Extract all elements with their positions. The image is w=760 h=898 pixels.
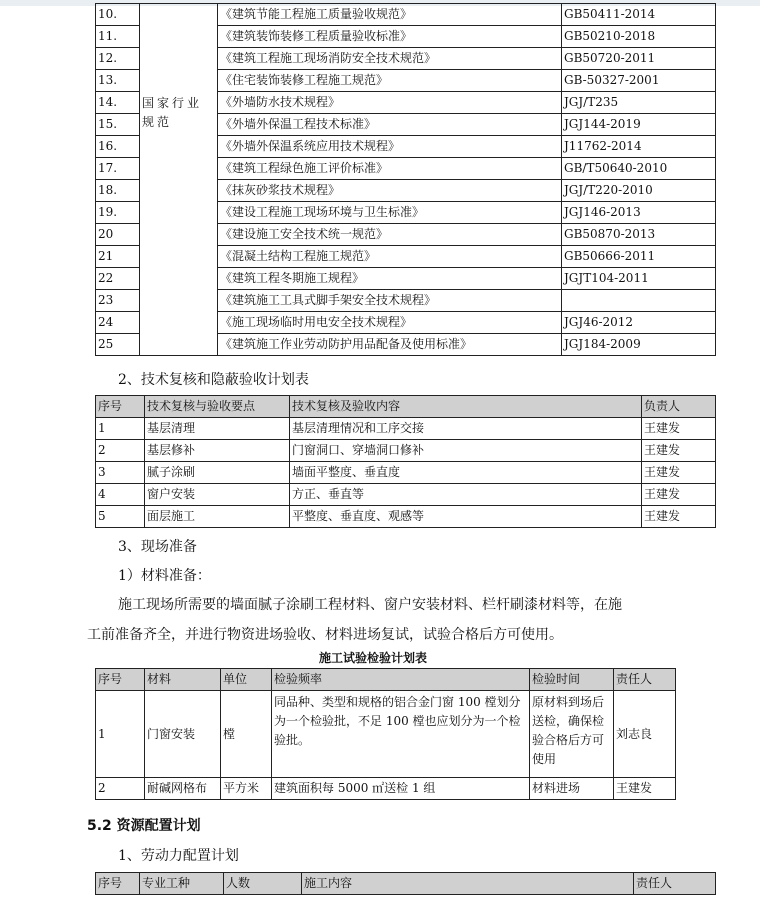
standard-name: 《外墙外保温系统应用技术规程》 bbox=[218, 136, 562, 158]
test-plan-header-row bbox=[96, 669, 676, 691]
test-plan-title: 施工试验检验计划表 bbox=[319, 651, 428, 665]
standard-code: JGJ146-2013 bbox=[562, 202, 716, 224]
standard-name: 《建筑工程施工现场消防安全技术规范》 bbox=[218, 48, 562, 70]
review-row bbox=[96, 506, 716, 528]
review-owner: 王建发 bbox=[642, 462, 716, 484]
standard-no: 16. bbox=[96, 136, 140, 158]
standard-code: JGJ/T235 bbox=[562, 92, 716, 114]
test-header-material: 材料 bbox=[145, 669, 221, 691]
standard-code: GB-50327-2001 bbox=[562, 70, 716, 92]
standard-name: 《抹灰砂浆技术规程》 bbox=[218, 180, 562, 202]
standard-code: GB50870-2013 bbox=[562, 224, 716, 246]
test-plan-row bbox=[96, 691, 676, 778]
review-content: 门窗洞口、穿墙洞口修补 bbox=[290, 440, 642, 462]
standard-no: 21 bbox=[96, 246, 140, 268]
paragraph-line-1: 施工现场所需要的墙面腻子涂刷工程材料、窗户安装材料、栏杆刷漆材料等，在施 bbox=[118, 597, 622, 613]
review-owner: 王建发 bbox=[642, 440, 716, 462]
standard-code: JGJT104-2011 bbox=[562, 268, 716, 290]
test-freq: 同品种、类型和规格的铝合金门窗 100 樘划分为一个检验批，不足 100 樘也应划分为一个检验批。 bbox=[272, 691, 530, 778]
review-table bbox=[95, 395, 716, 528]
section-5-2-title: 5.2 资源配置计划 bbox=[87, 818, 201, 834]
test-header-freq: 检验频率 bbox=[272, 669, 530, 691]
review-content: 墙面平整度、垂直度 bbox=[290, 462, 642, 484]
labor-header-no: 序号 bbox=[96, 873, 140, 895]
standard-no: 15. bbox=[96, 114, 140, 136]
labor-header-content: 施工内容 bbox=[302, 873, 634, 895]
standard-no: 19. bbox=[96, 202, 140, 224]
test-no: 1 bbox=[96, 691, 145, 778]
standard-name: 《住宅装饰装修工程施工规范》 bbox=[218, 70, 562, 92]
labor-header-owner: 责任人 bbox=[634, 873, 716, 895]
test-plan-table bbox=[95, 668, 676, 800]
test-unit: 平方米 bbox=[221, 778, 272, 800]
review-point: 面层施工 bbox=[145, 506, 290, 528]
paragraph-line-2: 工前准备齐全，并进行物资进场验收、材料进场复试，试验合格后方可使用。 bbox=[87, 627, 563, 643]
standard-code: JGJ46-2012 bbox=[562, 312, 716, 334]
standard-no: 23 bbox=[96, 290, 140, 312]
test-header-time: 检验时间 bbox=[530, 669, 614, 691]
review-owner: 王建发 bbox=[642, 418, 716, 440]
review-point: 腻子涂刷 bbox=[145, 462, 290, 484]
standard-name: 《施工现场临时用电安全技术规程》 bbox=[218, 312, 562, 334]
standard-name: 《混凝土结构工程施工规范》 bbox=[218, 246, 562, 268]
standard-name: 《建设工程施工现场环境与卫生标准》 bbox=[218, 202, 562, 224]
standard-no: 25 bbox=[96, 334, 140, 356]
review-row bbox=[96, 418, 716, 440]
review-no: 4 bbox=[96, 484, 145, 506]
review-row bbox=[96, 484, 716, 506]
section-2-title: 2、技术复核和隐蔽验收计划表 bbox=[118, 372, 309, 388]
standard-code: GB50210-2018 bbox=[562, 26, 716, 48]
standard-name: 《外墙防水技术规程》 bbox=[218, 92, 562, 114]
standard-name: 《外墙外保温工程技术标准》 bbox=[218, 114, 562, 136]
standard-code: GB/T50640-2010 bbox=[562, 158, 716, 180]
labor-table bbox=[95, 872, 716, 895]
test-owner: 王建发 bbox=[614, 778, 676, 800]
test-material: 门窗安装 bbox=[145, 691, 221, 778]
review-row bbox=[96, 462, 716, 484]
review-header-row bbox=[96, 396, 716, 418]
review-owner: 王建发 bbox=[642, 506, 716, 528]
standard-code bbox=[562, 290, 716, 312]
review-content: 基层清理情况和工序交接 bbox=[290, 418, 642, 440]
standard-name: 《建设施工安全技术统一规范》 bbox=[218, 224, 562, 246]
labor-header-count: 人数 bbox=[224, 873, 302, 895]
standard-no: 24 bbox=[96, 312, 140, 334]
test-no: 2 bbox=[96, 778, 145, 800]
test-freq: 建筑面积每 5000 ㎡送检 1 组 bbox=[272, 778, 530, 800]
review-owner: 王建发 bbox=[642, 484, 716, 506]
standard-no: 22 bbox=[96, 268, 140, 290]
test-time: 材料进场 bbox=[530, 778, 614, 800]
review-no: 2 bbox=[96, 440, 145, 462]
test-unit: 樘 bbox=[221, 691, 272, 778]
review-row bbox=[96, 440, 716, 462]
standard-code: JGJ184-2009 bbox=[562, 334, 716, 356]
review-point: 窗户安装 bbox=[145, 484, 290, 506]
test-header-owner: 责任人 bbox=[614, 669, 676, 691]
test-header-unit: 单位 bbox=[221, 669, 272, 691]
review-header-owner: 负责人 bbox=[642, 396, 716, 418]
subsection-1-title: 1）材料准备： bbox=[118, 568, 211, 584]
review-header-no: 序号 bbox=[96, 396, 145, 418]
review-no: 1 bbox=[96, 418, 145, 440]
review-point: 基层清理 bbox=[145, 418, 290, 440]
standard-row bbox=[96, 4, 716, 26]
review-content: 平整度、垂直度、观感等 bbox=[290, 506, 642, 528]
test-header-no: 序号 bbox=[96, 669, 145, 691]
labor-header-trade: 专业工种 bbox=[140, 873, 224, 895]
test-time: 原材料到场后送检，确保检验合格后方可使用 bbox=[530, 691, 614, 778]
test-material: 耐碱网格布 bbox=[145, 778, 221, 800]
standard-name: 《建筑装饰装修工程质量验收标准》 bbox=[218, 26, 562, 48]
standard-code: JGJ/T220-2010 bbox=[562, 180, 716, 202]
labor-header-row bbox=[96, 873, 716, 895]
standard-code: J11762-2014 bbox=[562, 136, 716, 158]
standard-code: GB50720-2011 bbox=[562, 48, 716, 70]
standard-code: GB50666-2011 bbox=[562, 246, 716, 268]
standard-no: 14. bbox=[96, 92, 140, 114]
review-header-point: 技术复核与验收要点 bbox=[145, 396, 290, 418]
standard-no: 18. bbox=[96, 180, 140, 202]
review-no: 5 bbox=[96, 506, 145, 528]
standard-no: 17. bbox=[96, 158, 140, 180]
standard-no: 10. bbox=[96, 4, 140, 26]
test-plan-row bbox=[96, 778, 676, 800]
review-content: 方正、垂直等 bbox=[290, 484, 642, 506]
test-owner: 刘志良 bbox=[614, 691, 676, 778]
review-no: 3 bbox=[96, 462, 145, 484]
standard-name: 《建筑工程冬期施工规程》 bbox=[218, 268, 562, 290]
standard-category: 国家行业规范 bbox=[140, 4, 218, 356]
standard-name: 《建筑施工作业劳动防护用品配备及使用标准》 bbox=[218, 334, 562, 356]
standard-no: 11. bbox=[96, 26, 140, 48]
section-3-title: 3、现场准备 bbox=[118, 539, 197, 555]
labor-plan-title: 1、劳动力配置计划 bbox=[118, 848, 239, 864]
review-point: 基层修补 bbox=[145, 440, 290, 462]
review-header-content: 技术复核及验收内容 bbox=[290, 396, 642, 418]
standard-code: GB50411-2014 bbox=[562, 4, 716, 26]
standard-name: 《建筑节能工程施工质量验收规范》 bbox=[218, 4, 562, 26]
standard-no: 12. bbox=[96, 48, 140, 70]
standard-code: JGJ144-2019 bbox=[562, 114, 716, 136]
standard-no: 13. bbox=[96, 70, 140, 92]
standard-name: 《建筑工程绿色施工评价标准》 bbox=[218, 158, 562, 180]
standard-name: 《建筑施工工具式脚手架安全技术规程》 bbox=[218, 290, 562, 312]
standard-no: 20 bbox=[96, 224, 140, 246]
standards-table bbox=[95, 3, 716, 356]
